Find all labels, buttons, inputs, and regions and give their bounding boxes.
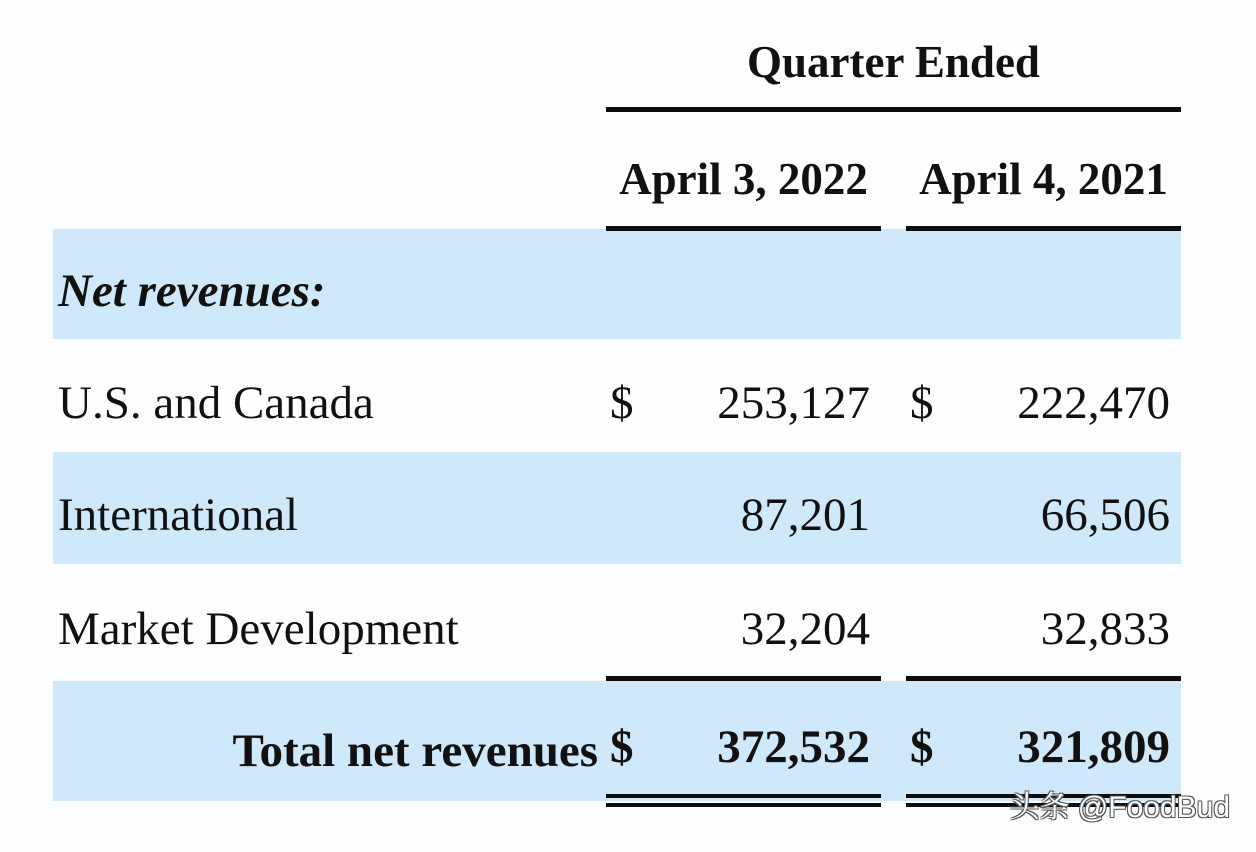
section-label-net-revenues: Net revenues: [58,265,326,317]
column-header-2021: April 4, 2021 [919,154,1168,204]
currency-symbol-total-2021: $ [910,721,934,773]
watermark-text: 头条 @FoodBud [1009,791,1230,824]
value-us-canada-2022: 253,127 [717,377,870,429]
value-us-canada-2021: 222,470 [1017,377,1170,429]
row-label-us-canada: U.S. and Canada [58,377,374,429]
quarter-ended-header: Quarter Ended [747,37,1040,87]
row-label-market-development: Market Development [58,603,459,655]
currency-symbol-2021: $ [910,377,934,429]
value-total-2022: 372,532 [717,721,870,773]
currency-symbol-2022: $ [610,377,634,429]
subtotal-rule-2022 [606,676,881,681]
total-double-rule-bottom-2022 [606,803,881,807]
column-rule-2021 [906,226,1181,231]
value-market-development-2021: 32,833 [1040,603,1170,655]
value-international-2021: 66,506 [1040,489,1170,541]
value-market-development-2022: 32,204 [740,603,870,655]
currency-symbol-total-2022: $ [610,721,634,773]
column-rule-2022 [606,226,881,231]
column-header-2022: April 3, 2022 [619,154,868,204]
row-label-total: Total net revenues [232,725,598,777]
total-double-rule-top-2022 [606,794,881,798]
row-label-international: International [58,489,299,541]
value-international-2022: 87,201 [740,489,870,541]
value-total-2021: 321,809 [1017,721,1170,773]
subtotal-rule-2021 [906,676,1181,681]
header-group-rule [606,107,1181,112]
